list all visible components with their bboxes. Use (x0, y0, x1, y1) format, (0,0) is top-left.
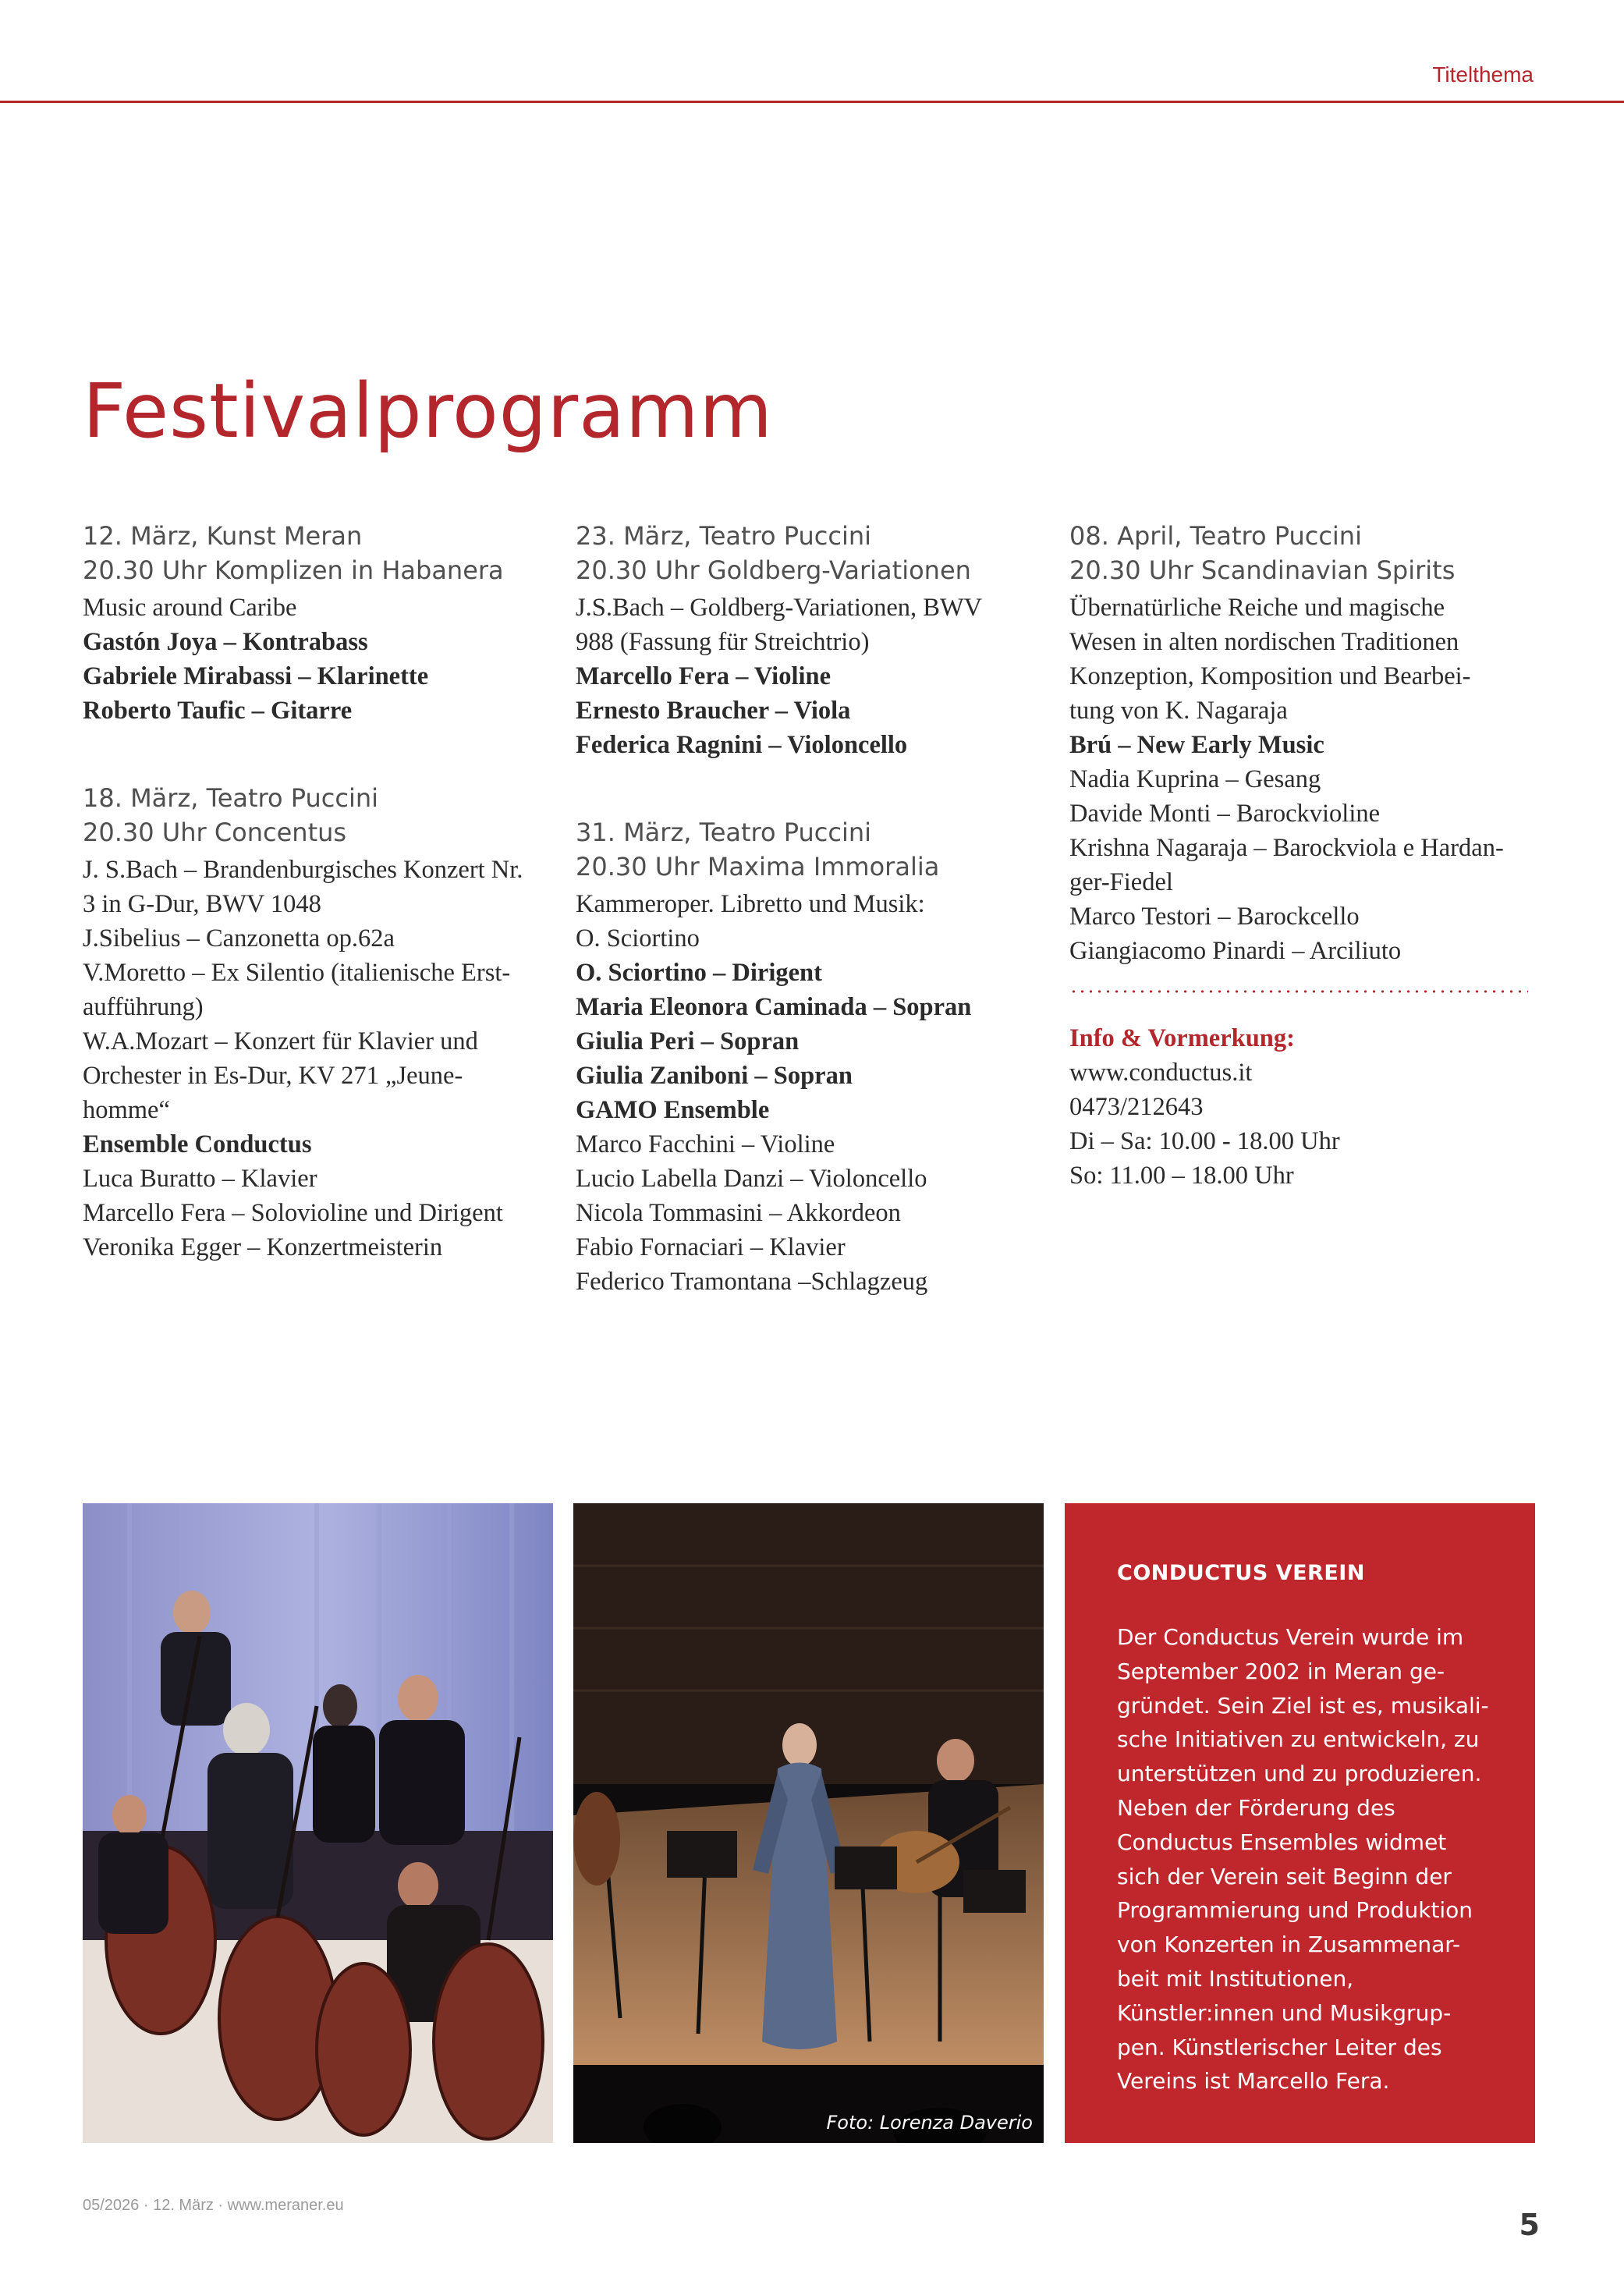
detail-line: 988 (Fassung für Streichtrio) (576, 628, 870, 656)
detail-line: W.A.Mozart – Konzert für Klavier und (83, 1027, 478, 1055)
detail-line: Veronika Egger – Konzertmeisterin (83, 1233, 443, 1261)
performer-line: O. Sciortino – Dirigent (576, 959, 822, 987)
verein-text-line: pen. Künstlerischer Leiter des (1117, 2034, 1442, 2060)
detail-line: Krishna Nagaraja – Barockviola e Hardan- (1069, 834, 1504, 862)
detail-line: Federico Tramontana –Schlagzeug (576, 1268, 928, 1296)
detail-line: aufführung) (83, 993, 204, 1021)
opening-hours-weekday: Di – Sa: 10.00 - 18.00 Uhr (1069, 1127, 1340, 1155)
event-title: 20.30 Uhr Goldberg-Variationen (576, 555, 971, 585)
event-date: 08. April, Teatro Puccini (1069, 521, 1362, 551)
detail-line: 3 in G-Dur, BWV 1048 (83, 890, 321, 918)
orchestra-photo (83, 1503, 553, 2143)
event-details (576, 887, 1075, 1299)
event-title: 20.30 Uhr Komplizen in Habanera (83, 555, 504, 585)
verein-text (1117, 1620, 1489, 2098)
info-heading: Info & Vormerkung: (1069, 1024, 1295, 1052)
performer-line: Giulia Zaniboni – Sopran (576, 1062, 853, 1090)
footer-text: 05/2026 · 12. März · www.meraner.eu (83, 2197, 344, 2214)
detail-line: J. S.Bach – Brandenburgisches Konzert Nr. (83, 856, 523, 884)
detail-line: Kammeroper. Libretto und Musik: (576, 890, 925, 918)
event-date: 18. März, Teatro Puccini (83, 783, 378, 813)
page-title: Festivalprogramm (83, 367, 773, 455)
event-18-maerz (83, 781, 582, 1265)
detail-line: Konzeption, Komposition und Bearbei- (1069, 662, 1471, 690)
detail-line: Nadia Kuprina – Gesang (1069, 765, 1321, 793)
verein-text-line: sche Initiativen zu entwickeln, zu (1117, 1726, 1480, 1753)
conductus-verein-box (1065, 1503, 1535, 2143)
detail-line: Wesen in alten nordischen Traditionen (1069, 628, 1459, 656)
section-label: Titelthema (1432, 62, 1534, 87)
opening-hours-sunday: So: 11.00 – 18.00 Uhr (1069, 1162, 1294, 1190)
detail-line: O. Sciortino (576, 924, 700, 952)
photo-credit: Foto: Lorenza Daverio (826, 2112, 1033, 2134)
detail-line: Marcello Fera – Solovioline und Dirigent (83, 1199, 503, 1227)
verein-text-line: Der Conductus Verein wurde im (1117, 1624, 1464, 1650)
verein-text-line: von Konzerten in Zusammenar- (1117, 1932, 1461, 1958)
event-08-april (1069, 519, 1569, 968)
performer-line: Marcello Fera – Violine (576, 662, 832, 690)
event-31-maerz (576, 815, 1075, 1299)
event-details (83, 853, 582, 1265)
verein-text-line: gründet. Sein Ziel ist es, musikali- (1117, 1692, 1489, 1719)
verein-text-line: Programmierung und Produktion (1117, 1897, 1473, 1924)
event-title: 20.30 Uhr Scandinavian Spirits (1069, 555, 1456, 585)
performer-line: Brú – New Early Music (1069, 731, 1324, 759)
event-date: 23. März, Teatro Puccini (576, 521, 871, 551)
detail-line: Davide Monti – Barockvioline (1069, 800, 1381, 828)
singer-stage-photo (573, 1503, 1044, 2143)
detail-line: Luca Buratto – Klavier (83, 1165, 317, 1193)
program-column-2 (576, 519, 1075, 1330)
page-number: 5 (1519, 2208, 1540, 2242)
detail-line: ger-Fiedel (1069, 868, 1173, 896)
performer-line: Federica Ragnini – Violoncello (576, 731, 908, 759)
performer-line: Gabriele Mirabassi – Klarinette (83, 662, 429, 690)
verein-text-line: Vereins ist Marcello Fera. (1117, 2068, 1390, 2095)
detail-line: Lucio Labella Danzi – Violoncello (576, 1165, 927, 1193)
event-12-maerz (83, 519, 582, 728)
verein-text-line: sich der Verein seit Beginn der (1117, 1863, 1452, 1889)
verein-text-line: beit mit Institutionen, (1117, 1965, 1354, 1992)
header-rule (0, 101, 1624, 103)
info-block (1069, 1021, 1569, 1193)
detail-line: tung von K. Nagaraja (1069, 697, 1288, 725)
dotted-divider (1069, 990, 1528, 993)
performer-line: Ernesto Braucher – Viola (576, 697, 851, 725)
detail-line: Fabio Fornaciari – Klavier (576, 1233, 846, 1261)
detail-line: Übernatürliche Reiche und magische (1069, 594, 1445, 622)
event-date: 12. März, Kunst Meran (83, 521, 363, 551)
performer-line: Ensemble Conductus (83, 1130, 312, 1158)
performer-line: Gastón Joya – Kontrabass (83, 628, 368, 656)
detail-line: Marco Facchini – Violine (576, 1130, 835, 1158)
website-link[interactable]: www.conductus.it (1069, 1059, 1253, 1087)
info-details (1069, 1055, 1569, 1193)
event-details (83, 591, 582, 728)
performer-line: Maria Eleonora Caminada – Sopran (576, 993, 972, 1021)
detail-line: Music around Caribe (83, 594, 297, 622)
verein-text-line: September 2002 in Meran ge- (1117, 1658, 1445, 1684)
event-details (1069, 591, 1569, 968)
detail-line: homme“ (83, 1096, 170, 1124)
verein-text-line: Conductus Ensembles widmet (1117, 1829, 1447, 1855)
verein-title: CONDUCTUS VEREIN (1117, 1561, 1365, 1585)
event-date: 31. März, Teatro Puccini (576, 818, 871, 847)
detail-line: Marco Testori – Barockcello (1069, 903, 1360, 931)
detail-line: Orchester in Es-Dur, KV 271 „Jeune- (83, 1062, 463, 1090)
verein-text-line: unterstützen und zu produzieren. (1117, 1761, 1482, 1787)
detail-line: Nicola Tommasini – Akkordeon (576, 1199, 901, 1227)
performer-line: Giulia Peri – Sopran (576, 1027, 800, 1055)
detail-line: J.Sibelius – Canzonetta op.62a (83, 924, 395, 952)
event-title: 20.30 Uhr Maxima Immoralia (576, 852, 940, 882)
performer-line: GAMO Ensemble (576, 1096, 770, 1124)
event-details (576, 591, 1075, 762)
program-column-1 (83, 519, 582, 1296)
detail-line: J.S.Bach – Goldberg-Variationen, BWV (576, 594, 983, 622)
detail-line: Giangiacomo Pinardi – Arciliuto (1069, 937, 1402, 965)
event-title: 20.30 Uhr Concentus (83, 818, 347, 847)
phone-number: 0473/212643 (1069, 1093, 1204, 1121)
verein-text-line: Neben der Förderung des (1117, 1794, 1395, 1821)
performer-line: Roberto Taufic – Gitarre (83, 697, 353, 725)
program-column-3 (1069, 519, 1569, 1193)
detail-line: V.Moretto – Ex Silentio (italienische Erst- (83, 959, 511, 987)
verein-text-line: Künstler:innen und Musikgrup- (1117, 1999, 1452, 2026)
event-23-maerz (576, 519, 1075, 762)
